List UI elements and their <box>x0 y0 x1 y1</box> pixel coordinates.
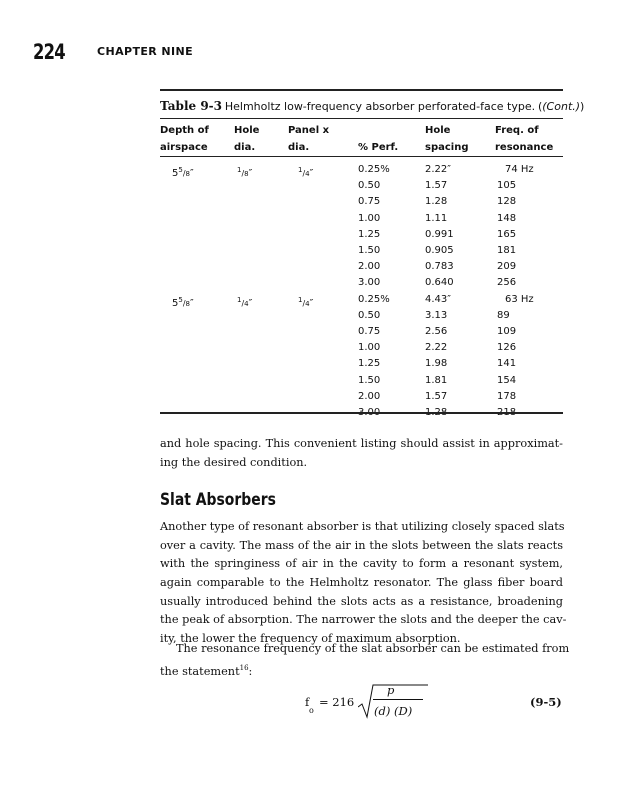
statement-colon: : <box>248 664 253 678</box>
perf-cell: 0.50 <box>358 309 381 321</box>
intro-paragraph <box>160 435 563 472</box>
perf-cell: 1.25 <box>358 358 381 370</box>
footnote-ref: 16 <box>239 663 249 672</box>
frequency-cell: 89 <box>497 309 510 321</box>
equation-number: (9-5) <box>530 695 562 709</box>
hole-spacing-cell: 0.640 <box>425 277 454 289</box>
frequency-cell: 105 <box>497 180 517 192</box>
column-header-line2: % Perf. <box>358 142 399 153</box>
frequency-cell: 181 <box>497 245 517 256</box>
paragraph-line: the peak of absorption. The narrower the slots and the deeper the cav- <box>160 613 567 627</box>
hole-spacing-cell: 1.11 <box>425 212 448 224</box>
perf-cell: 1.50 <box>358 245 381 256</box>
perf-cell: 0.75 <box>358 326 381 337</box>
column-header-line2: dia. <box>234 142 256 153</box>
paragraph-2 <box>160 640 570 678</box>
frequency-cell: 128 <box>497 196 517 208</box>
table-caption-rule <box>160 118 563 119</box>
hole-dia-value: $^1$/8″ <box>237 166 253 179</box>
frequency-cell: 126 <box>497 342 517 354</box>
column-header-line1: Panel x <box>288 125 330 136</box>
hole-spacing-cell: 2.22″ <box>425 164 452 175</box>
depth-value: $5^5/8''$ <box>172 295 194 309</box>
perf-cell: 3.00 <box>358 277 381 289</box>
column-header-line2: airspace <box>160 142 208 153</box>
paragraph-line: Another type of resonant absorber is that utilizing closely spaced slats <box>160 520 565 533</box>
frequency-cell: 109 <box>497 326 517 337</box>
equation-lhs: f <box>305 695 310 709</box>
equation-coefficient: = 216 <box>319 695 355 709</box>
frequency-cell: 165 <box>497 228 517 240</box>
fraction-bar <box>373 699 423 700</box>
hole-spacing-cell: 4.43″ <box>425 293 452 305</box>
paragraph-line <box>160 659 563 678</box>
perf-cell: 2.00 <box>358 261 381 273</box>
hole-spacing-cell: 2.56 <box>425 326 448 337</box>
statement-text: the statement <box>160 664 240 678</box>
column-header-line2: spacing <box>425 142 469 153</box>
intro-line: ing the desired condition. <box>160 455 308 469</box>
equation-numerator: p <box>387 683 395 697</box>
table-caption: Table 9-3 Helmholtz low-frequency absorber perforated-face type. ((Cont.)) <box>160 99 585 113</box>
equation-lhs-sub: o <box>309 706 314 715</box>
panel-dia-value: $^1$/4″ <box>298 166 314 179</box>
table-header-rule <box>160 156 563 157</box>
paragraph-1 <box>160 518 567 649</box>
paragraph-line: ity, the lower the frequency of maximum absorption. <box>160 632 461 646</box>
perf-cell: 0.75 <box>358 196 381 208</box>
hole-spacing-cell: 0.783 <box>425 261 454 273</box>
perf-cell: 1.00 <box>358 212 381 224</box>
perf-cell: 0.25% <box>358 293 390 305</box>
hole-dia-value: $^1$/4″ <box>237 295 253 309</box>
panel-dia-value: $^1$/4″ <box>298 295 314 309</box>
perf-cell: 1.00 <box>358 342 381 354</box>
perf-cell: 1.25 <box>358 228 381 240</box>
frequency-cell: 256 <box>497 277 517 289</box>
paragraph-line: again comparable to the Helmholtz resonator. The glass fiber board <box>160 576 563 590</box>
column-header-line2: resonance <box>495 142 554 153</box>
hole-spacing-cell: 3.13 <box>425 309 448 321</box>
equation-denominator: (d) (D) <box>374 704 413 718</box>
paragraph-line: over a cavity. The mass of the air in the slots between the slats reacts <box>160 538 563 552</box>
table-top-rule <box>160 89 563 91</box>
frequency-cell: 63 Hz <box>505 293 534 305</box>
frequency-cell: 209 <box>497 261 517 273</box>
paragraph-line: with the springiness of air in the cavity to form a resonant system, <box>160 557 563 571</box>
hole-spacing-cell: 0.905 <box>425 245 454 256</box>
column-header-line1: Hole <box>425 125 451 136</box>
hole-spacing-cell: 1.57 <box>425 390 448 402</box>
table-cont: (Cont.) <box>542 100 581 113</box>
hole-spacing-cell: 1.98 <box>425 358 448 370</box>
section-heading: Slat Absorbers <box>160 490 276 510</box>
chapter-label: CHAPTER NINE <box>97 45 193 58</box>
table-number: Table 9-3 <box>160 99 222 113</box>
frequency-cell: 154 <box>497 374 517 386</box>
perf-cell: 1.50 <box>358 374 381 386</box>
hole-spacing-cell: 2.22 <box>425 342 448 354</box>
paragraph-line: The resonance frequency of the slat absorber can be estimated from <box>176 642 570 655</box>
frequency-cell: 74 Hz <box>505 164 534 175</box>
intro-line: and hole spacing. This convenient listing should assist in approximat- <box>160 437 563 450</box>
hole-spacing-cell: 0.991 <box>425 228 454 240</box>
perf-cell: 2.00 <box>358 390 381 402</box>
hole-spacing-cell: 1.28 <box>425 196 448 208</box>
perf-cell: 0.25% <box>358 164 390 175</box>
frequency-cell: 141 <box>497 358 517 370</box>
column-header-line1: Freq. of <box>495 125 539 136</box>
column-header-line1: Hole <box>234 125 260 136</box>
column-header-line2: dia. <box>288 142 310 153</box>
column-header-line1: Depth of <box>160 125 209 136</box>
depth-value: $5^5/8''$ <box>172 166 194 179</box>
table-title: Helmholtz low-frequency absorber perforated-face type. <box>224 100 536 113</box>
perf-cell: 0.50 <box>358 180 381 192</box>
hole-spacing-cell: 1.57 <box>425 180 448 192</box>
paragraph-line: usually introduced behind the slots acts as a resistance, broadening <box>160 594 563 608</box>
frequency-cell: 178 <box>497 390 517 402</box>
table-bottom-rule <box>160 412 563 414</box>
frequency-cell: 148 <box>497 212 517 224</box>
hole-spacing-cell: 1.81 <box>425 374 448 386</box>
page-number: 224 <box>33 40 65 64</box>
